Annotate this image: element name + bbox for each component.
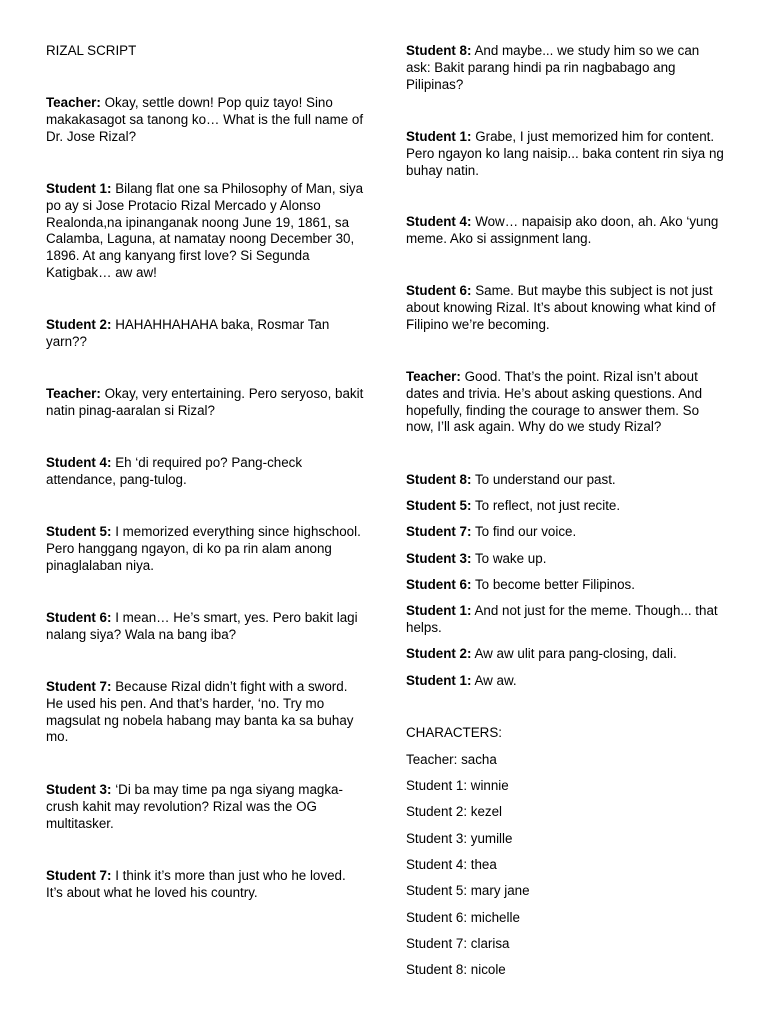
dialogue-text: Aw aw. — [474, 673, 517, 688]
dialogue-line — [46, 317, 364, 351]
speaker-name: Student 2: — [46, 317, 112, 332]
dialogue-line — [46, 181, 364, 282]
script-title: RIZAL SCRIPT — [46, 43, 137, 58]
speaker-name: Student 1: — [406, 129, 472, 144]
speaker-name: Teacher: — [406, 369, 461, 384]
dialogue-line — [406, 283, 724, 333]
dialogue-line — [406, 472, 724, 489]
character-entry: Teacher: sacha — [406, 752, 497, 767]
dialogue-line — [406, 603, 724, 637]
speaker-name: Student 6: — [406, 283, 472, 298]
character-entry: Student 1: winnie — [406, 778, 509, 793]
dialogue-text: To find our voice. — [474, 524, 577, 539]
dialogue-text: I memorized everything since highschool. Pero hanggang ngayon, di ko pa rin alam anong pinaglalaban niya. — [46, 524, 361, 573]
speaker-name: Student 8: — [406, 472, 472, 487]
speaker-name: Student 2: — [406, 646, 472, 661]
character-entry: Student 8: nicole — [406, 962, 506, 977]
speaker-name: Student 1: — [46, 181, 112, 196]
speaker-name: Student 1: — [406, 603, 472, 618]
dialogue-line — [406, 673, 724, 690]
speaker-name: Student 4: — [406, 214, 472, 229]
dialogue-text: To reflect, not just recite. — [474, 498, 621, 513]
dialogue-line — [406, 214, 724, 248]
dialogue-line — [46, 679, 364, 746]
character-entry: Student 2: kezel — [406, 804, 503, 819]
dialogue-line — [406, 551, 724, 568]
speaker-name: Student 7: — [46, 868, 112, 883]
dialogue-text: Bilang flat one sa Philosophy of Man, siya po ay si Jose Protacio Rizal Mercado y Alonso Realonda,na ipinanganak noong June 19, 1861, sa Calamba, Laguna, at namatay noong December 30, 1896. At ang kanyang first love? Si Segunda Katigbak… aw aw! — [46, 181, 364, 280]
dialogue-text: Okay, very entertaining. Pero seryoso, bakit natin pinag-aaralan si Rizal? — [46, 386, 364, 418]
dialogue-line — [46, 610, 364, 644]
character-entry: Student 5: mary jane — [406, 883, 530, 898]
character-entry: Student 4: thea — [406, 857, 497, 872]
dialogue-text: I think it’s more than just who he loved. It’s about what he loved his country. — [46, 868, 346, 900]
speaker-name: Teacher: — [46, 95, 101, 110]
characters-heading: CHARACTERS: — [406, 725, 502, 740]
speaker-name: Student 4: — [46, 455, 112, 470]
dialogue-line — [406, 498, 724, 515]
speaker-name: Student 6: — [406, 577, 472, 592]
speaker-name: Student 6: — [46, 610, 112, 625]
speaker-name: Student 3: — [406, 551, 472, 566]
dialogue-text: Aw aw ulit para pang-closing, dali. — [474, 646, 677, 661]
speaker-name: Student 5: — [46, 524, 112, 539]
dialogue-text: Okay, settle down! Pop quiz tayo! Sino makakasagot sa tanong ko… What is the full name of Dr. Jose Rizal? — [46, 95, 364, 144]
dialogue-text: Same. But maybe this subject is not just about knowing Rizal. It’s about knowing what kind of Filipino we’re becoming. — [406, 283, 716, 332]
dialogue-text: Grabe, I just memorized him for content. Pero ngayon ko lang naisip... baka content rin siya ng buhay natin. — [406, 129, 724, 178]
dialogue-text: I mean… He’s smart, yes. Pero bakit lagi nalang siya? Wala na bang iba? — [46, 610, 358, 642]
character-entry: Student 7: clarisa — [406, 936, 510, 951]
speaker-name: Student 7: — [406, 524, 472, 539]
dialogue-line — [46, 386, 364, 420]
character-entry: Student 3: yumille — [406, 831, 513, 846]
dialogue-line — [46, 455, 364, 489]
dialogue-line — [46, 524, 364, 574]
dialogue-text: To become better Filipinos. — [474, 577, 635, 592]
dialogue-line — [46, 782, 364, 832]
character-entry: Student 6: michelle — [406, 910, 520, 925]
dialogue-text: And maybe... we study him so we can ask: Bakit parang hindi pa rin nagbabago ang Pilipinas? — [406, 43, 700, 92]
dialogue-text: To wake up. — [474, 551, 547, 566]
speaker-name: Student 7: — [46, 679, 112, 694]
speaker-name: Student 1: — [406, 673, 472, 688]
dialogue-line — [406, 369, 724, 436]
dialogue-text: Wow… napaisip ako doon, ah. Ako ‘yung meme. Ako si assignment lang. — [406, 214, 719, 246]
dialogue-text: To understand our past. — [474, 472, 616, 487]
dialogue-line — [406, 524, 724, 541]
dialogue-line — [406, 129, 724, 179]
speaker-name: Student 8: — [406, 43, 472, 58]
speaker-name: Teacher: — [46, 386, 101, 401]
dialogue-text: And not just for the meme. Though... that helps. — [406, 603, 718, 635]
dialogue-text: Eh ‘di required po? Pang-check attendance, pang-tulog. — [46, 455, 303, 487]
dialogue-line — [46, 868, 364, 902]
dialogue-line — [406, 646, 724, 663]
speaker-name: Student 5: — [406, 498, 472, 513]
dialogue-text: Because Rizal didn’t fight with a sword. He used his pen. And that’s harder, ‘no. Try mo magsulat ng nobela habang may banta ka sa buhay mo. — [46, 679, 354, 745]
dialogue-text: HAHAHHAHAHA baka, Rosmar Tan yarn?? — [46, 317, 330, 349]
dialogue-line — [406, 43, 724, 93]
dialogue-text: ‘Di ba may time pa nga siyang magka-crush kahit may revolution? Rizal was the OG multitasker. — [46, 782, 343, 831]
dialogue-text: Good. That’s the point. Rizal isn’t about dates and trivia. He’s about asking questions. And hopefully, finding the courage to answer them. So now, I’ll ask again. Why do we study Rizal? — [406, 369, 703, 435]
speaker-name: Student 3: — [46, 782, 112, 797]
dialogue-line — [46, 95, 364, 145]
dialogue-line — [406, 577, 724, 594]
